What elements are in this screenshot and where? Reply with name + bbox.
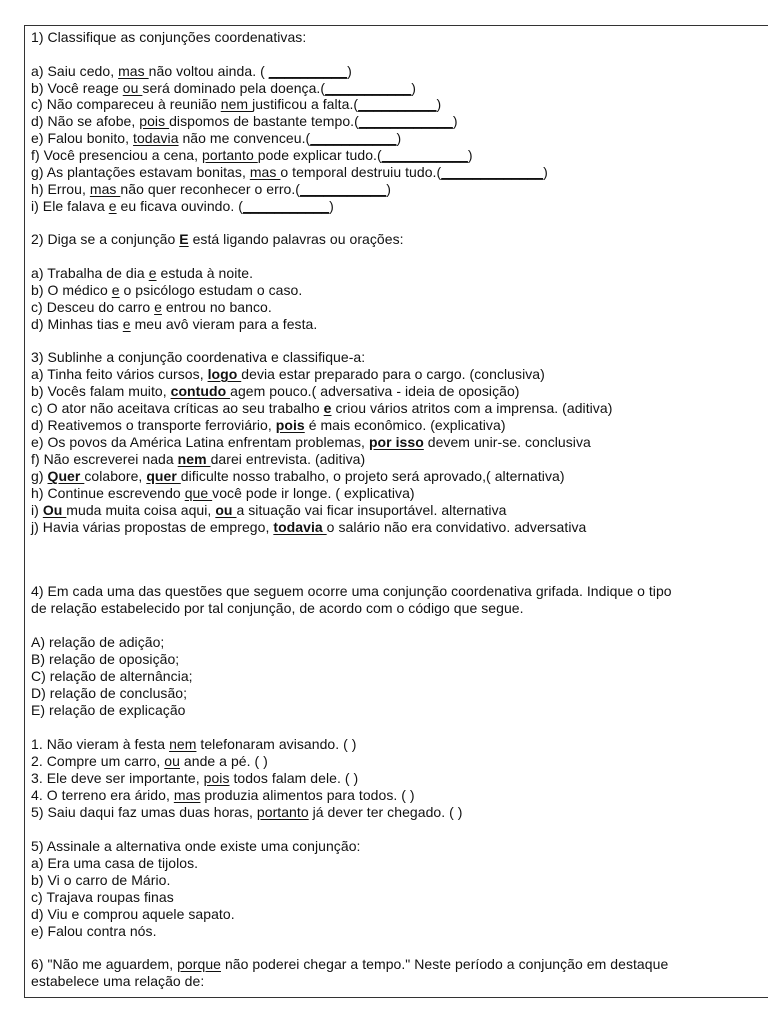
text-run: 1. Não vieram à festa (31, 736, 170, 752)
highlighted-conjunction: que (184, 485, 213, 501)
highlighted-conjunction: mas (249, 164, 281, 180)
text-run: o salário não era convidativo. adversativa (326, 519, 587, 535)
text-line (31, 130, 401, 147)
answer-blank: __________ (268, 63, 348, 79)
text-run: e) Falou contra nós. (31, 923, 157, 939)
text-line (31, 889, 174, 906)
text-line (31, 485, 415, 502)
text-run: f) Não escreverei nada (31, 451, 178, 467)
text-line (31, 519, 586, 536)
text-line (31, 198, 334, 215)
text-run: ) (329, 198, 334, 214)
text-run: todos falam dele. ( ) (229, 770, 359, 786)
highlighted-conjunction: quer (146, 468, 181, 484)
text-line (31, 417, 506, 434)
text-run: devia estar preparado para o cargo. (conclusiva) (241, 366, 545, 382)
text-line (31, 96, 441, 113)
highlighted-conjunction: Quer (47, 468, 85, 484)
text-run: ) (452, 113, 458, 129)
text-run: não me convenceu.( (178, 130, 311, 146)
highlighted-conjunction: todavia (133, 130, 179, 146)
text-run: a) Tinha feito vários cursos, (31, 366, 208, 382)
text-run: 5) Saiu daqui faz umas duas horas, (31, 804, 257, 820)
text-run: i) Ele falava (31, 198, 109, 214)
text-line (31, 366, 545, 383)
highlighted-conjunction: pois (139, 113, 170, 129)
text-run: justificou a falta.( (252, 96, 359, 112)
highlighted-conjunction: e (148, 265, 157, 281)
text-run: o psicólogo estudam o caso. (119, 282, 303, 298)
text-line (31, 736, 357, 753)
text-run: 3) Sublinhe a conjunção coordenativa e classifique-a: (31, 349, 366, 365)
text-run: dificulte nosso trabalho, o projeto será aprovado,( alternativa) (180, 468, 565, 484)
answer-blank: ___________ (300, 181, 387, 197)
text-run: ande a pé. ( ) (179, 753, 268, 769)
text-run: telefonaram avisando. ( ) (196, 736, 357, 752)
text-run: meu avô vieram para a festa. (130, 316, 318, 332)
text-run: produzia alimentos para todos. ( ) (200, 787, 415, 803)
text-line (31, 956, 668, 973)
text-run: g) As plantações estavam bonitas, (31, 164, 250, 180)
text-run: não voltou ainda. ( (148, 63, 269, 79)
text-run: A) relação de adição; (31, 634, 165, 650)
highlighted-conjunction: por isso (368, 434, 424, 450)
text-line (31, 299, 272, 316)
text-line (31, 787, 415, 804)
text-run: D) relação de conclusão; (31, 685, 188, 701)
text-line (31, 316, 317, 333)
text-run: 1) Classifique as conjunções coordenativas: (31, 29, 307, 45)
text-run: 3. Ele deve ser importante, (31, 770, 204, 786)
text-run: ) (411, 80, 417, 96)
text-line (31, 400, 612, 417)
highlighted-conjunction: E (179, 231, 189, 247)
text-run: h) Errou, (31, 181, 90, 197)
text-line (31, 502, 506, 519)
answer-blank: ___________ (310, 130, 397, 146)
answer-blank: ___________ (242, 198, 330, 214)
text-line (31, 451, 365, 468)
text-line (31, 702, 186, 719)
text-line (31, 634, 164, 651)
highlighted-conjunction: e (111, 282, 120, 298)
text-line (31, 973, 204, 990)
text-run: C) relação de alternância; (31, 668, 193, 684)
highlighted-conjunction: contudo (170, 383, 231, 399)
text-line (31, 29, 306, 46)
text-run: d) Viu e comprou aquele sapato. (31, 906, 235, 922)
highlighted-conjunction: mas (173, 787, 201, 803)
text-run: j) Havia várias propostas de emprego, (31, 519, 274, 535)
highlighted-conjunction: pois (275, 417, 305, 433)
text-run: b) Você reage (31, 80, 123, 96)
highlighted-conjunction: Ou (42, 502, 67, 518)
answer-blank: ___________ (381, 147, 468, 163)
text-run: d) Reativemos o transporte ferroviário, (31, 417, 276, 433)
text-run: ) (543, 164, 548, 180)
text-line (31, 770, 358, 787)
text-run: é mais econômico. (explicativa) (304, 417, 506, 433)
text-line (31, 468, 565, 485)
text-run: você pode ir longe. ( explicativa) (212, 485, 415, 501)
text-run: c) O ator não aceitava críticas ao seu trabalho (31, 400, 324, 416)
text-run: d) Minhas tias (31, 316, 123, 332)
text-run: 2) Diga se a conjunção (31, 231, 180, 247)
text-run: criou vários atritos com a imprensa. (aditiva) (331, 400, 613, 416)
text-run: a) Era uma casa de tijolos. (31, 855, 199, 871)
text-run: 6) "Não me aguardem, (31, 956, 178, 972)
highlighted-conjunction: nem (169, 736, 197, 752)
text-line (31, 923, 157, 940)
text-run: estabelece uma relação de: (31, 973, 205, 989)
text-line (31, 63, 352, 80)
text-line (31, 668, 193, 685)
text-run: c) Desceu do carro (31, 299, 155, 315)
text-line (31, 583, 672, 600)
text-line (31, 282, 302, 299)
answer-blank: _____________ (441, 164, 544, 180)
text-run: B) relação de oposição; (31, 651, 180, 667)
highlighted-conjunction: e (154, 299, 162, 315)
text-line (31, 804, 463, 821)
text-run: o temporal destruiu tudo.( (280, 164, 442, 180)
text-run: 5) Assinale a alternativa onde existe uma conjunção: (31, 838, 361, 854)
text-run: c) Não compareceu à reunião (31, 96, 221, 112)
text-run: f) Você presenciou a cena, (31, 147, 203, 163)
answer-blank: ____________ (358, 113, 453, 129)
text-line (31, 434, 591, 451)
text-line (31, 651, 179, 668)
highlighted-conjunction: portanto (256, 804, 309, 820)
text-line (31, 349, 365, 366)
text-line (31, 838, 360, 855)
text-run: 2. Compre um carro, (31, 753, 165, 769)
text-run: está ligando palavras ou orações: (188, 231, 404, 247)
text-line (31, 855, 198, 872)
text-run: ) (386, 181, 391, 197)
highlighted-conjunction: portanto (202, 147, 258, 163)
text-run: pode explicar tudo.( (257, 147, 382, 163)
text-run: a situação vai ficar insuportável. alternativa (236, 502, 507, 518)
text-run: de relação estabelecido por tal conjunção, de acordo com o código que segue. (31, 600, 524, 616)
highlighted-conjunction: nem (177, 451, 211, 467)
text-line (31, 113, 458, 130)
answer-blank: ___________ (325, 80, 412, 96)
text-run: c) Trajava roupas finas (31, 889, 174, 905)
highlighted-conjunction: nem (220, 96, 253, 112)
worksheet (24, 25, 768, 998)
text-run: será dominado pela doença.( (142, 80, 326, 96)
highlighted-conjunction: e (108, 198, 117, 214)
text-run: g) (31, 468, 48, 484)
text-line (31, 872, 170, 889)
text-run: a) Trabalha de dia (31, 265, 149, 281)
highlighted-conjunction: todavia (273, 519, 327, 535)
text-run: E) relação de explicação (31, 702, 186, 718)
highlighted-conjunction: logo (207, 366, 242, 382)
text-run: dispomos de bastante tempo.( (169, 113, 359, 129)
text-run: e) Os povos da América Latina enfrentam problemas, (31, 434, 369, 450)
text-line (31, 231, 404, 248)
text-line (31, 383, 520, 400)
text-run: colabore, (84, 468, 147, 484)
text-line (31, 753, 268, 770)
text-run: ) (347, 63, 352, 79)
highlighted-conjunction: mas (89, 181, 121, 197)
text-run: entrou no banco. (161, 299, 272, 315)
text-run: b) Vi o carro de Mário. (31, 872, 171, 888)
text-line (31, 164, 548, 181)
highlighted-conjunction: e (122, 316, 131, 332)
text-run: devem unir-se. conclusiva (423, 434, 591, 450)
text-run: e) Falou bonito, (31, 130, 134, 146)
text-run: não quer reconhecer o erro.( (120, 181, 301, 197)
text-run: 4. O terreno era árido, (31, 787, 174, 803)
text-run: h) Continue escrevendo (31, 485, 185, 501)
highlighted-conjunction: porque (177, 956, 221, 972)
text-run: ) (396, 130, 402, 146)
highlighted-conjunction: e (323, 400, 332, 416)
highlighted-conjunction: mas (118, 63, 149, 79)
text-run: não poderei chegar a tempo." Neste período a conjunção em destaque (221, 956, 669, 972)
text-run: muda muita coisa aqui, (66, 502, 216, 518)
highlighted-conjunction: ou (164, 753, 180, 769)
text-line (31, 685, 187, 702)
text-run: darei entrevista. (aditiva) (210, 451, 366, 467)
text-run: b) Vocês falam muito, (31, 383, 171, 399)
text-run: i) (31, 502, 43, 518)
text-line (31, 600, 524, 617)
answer-blank: __________ (358, 96, 437, 112)
text-line (31, 181, 391, 198)
text-run: estuda à noite. (156, 265, 254, 281)
text-run: eu ficava ouvindo. ( (116, 198, 243, 214)
text-line (31, 265, 253, 282)
highlighted-conjunction: ou (122, 80, 143, 96)
text-run: 4) Em cada uma das questões que seguem ocorre uma conjunção coordenativa grifada. Indique o tipo (31, 583, 672, 599)
text-run: d) Não se afobe, (31, 113, 140, 129)
text-run: ) (467, 147, 473, 163)
text-run: agem pouco.( adversativa - ideia de oposição) (230, 383, 520, 399)
highlighted-conjunction: pois (203, 770, 230, 786)
text-line (31, 80, 416, 97)
text-line (31, 906, 235, 923)
text-run: ) (436, 96, 442, 112)
text-run: b) O médico (31, 282, 112, 298)
text-run: a) Saiu cedo, (31, 63, 119, 79)
text-line (31, 147, 473, 164)
text-run: já dever ter chegado. ( ) (308, 804, 463, 820)
highlighted-conjunction: ou (215, 502, 237, 518)
